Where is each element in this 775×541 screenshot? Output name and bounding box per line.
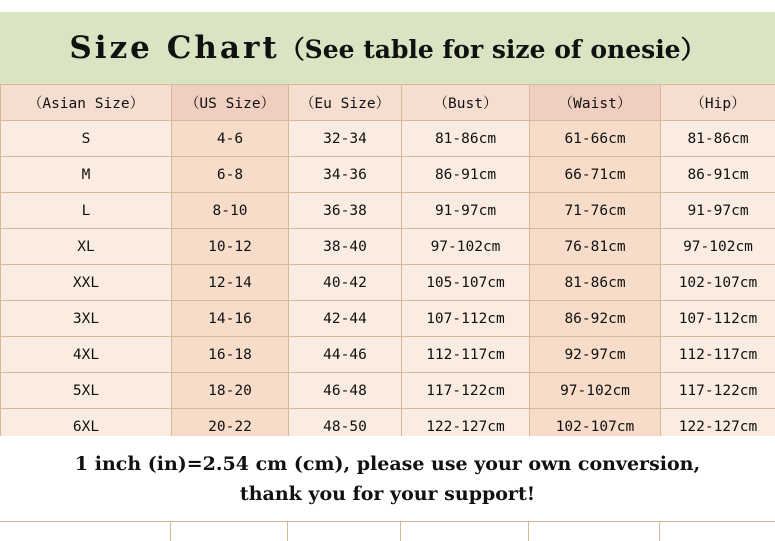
column-header-asian-size: （Asian Size） [1,85,172,121]
cell-hip: 107-112cm [661,301,775,337]
cell-eu-size: 38-40 [289,229,402,265]
cell-us-size: 18-20 [172,373,289,409]
table-row [1,193,775,229]
cell-eu-size: 34-36 [289,157,402,193]
conversion-note [0,436,775,521]
bottom-cell [401,522,529,541]
cell-bust: 81-86cm [402,121,530,157]
cell-eu-size: 44-46 [289,337,402,373]
cell-hip: 122-127cm [661,409,775,445]
chart-header-banner [0,12,775,84]
chart-title [69,30,705,66]
size-table [0,84,775,445]
table-row [1,373,775,409]
bottom-cell [660,522,775,541]
cell-asian-size: 3XL [1,301,172,337]
bottom-cell [529,522,660,541]
cell-hip: 91-97cm [661,193,775,229]
bottom-cell [171,522,288,541]
cell-hip: 112-117cm [661,337,775,373]
cell-us-size: 6-8 [172,157,289,193]
cell-waist: 92-97cm [530,337,661,373]
cell-eu-size: 48-50 [289,409,402,445]
size-table-body [1,121,775,445]
cell-hip: 97-102cm [661,229,775,265]
cell-asian-size: 4XL [1,337,172,373]
chart-title-main: Size Chart [69,30,280,66]
cell-asian-size: 6XL [1,409,172,445]
chart-title-sub: （See table for size of onesie） [279,35,706,64]
cell-waist: 86-92cm [530,301,661,337]
table-row [1,337,775,373]
cell-hip: 117-122cm [661,373,775,409]
cell-us-size: 8-10 [172,193,289,229]
column-header-us-size: （US Size） [172,85,289,121]
bottom-cell [0,522,171,541]
cell-eu-size: 46-48 [289,373,402,409]
table-row [1,301,775,337]
table-row [1,157,775,193]
size-table-header [1,85,775,121]
table-row [1,229,775,265]
cell-us-size: 16-18 [172,337,289,373]
cell-asian-size: L [1,193,172,229]
cell-bust: 86-91cm [402,157,530,193]
conversion-note-line-2: thank you for your support! [239,482,536,505]
cell-bust: 107-112cm [402,301,530,337]
column-header-hip: （Hip） [661,85,775,121]
cell-bust: 105-107cm [402,265,530,301]
cell-hip: 86-91cm [661,157,775,193]
cell-hip: 81-86cm [661,121,775,157]
cell-waist: 76-81cm [530,229,661,265]
cell-waist: 66-71cm [530,157,661,193]
cell-bust: 117-122cm [402,373,530,409]
cell-eu-size: 32-34 [289,121,402,157]
column-header-waist: （Waist） [530,85,661,121]
cell-waist: 97-102cm [530,373,661,409]
cell-asian-size: 5XL [1,373,172,409]
column-header-eu-size: （Eu Size） [289,85,402,121]
cell-us-size: 20-22 [172,409,289,445]
cell-eu-size: 40-42 [289,265,402,301]
cell-bust: 91-97cm [402,193,530,229]
table-header-row [1,85,775,121]
cell-us-size: 4-6 [172,121,289,157]
cell-bust: 112-117cm [402,337,530,373]
cell-waist: 102-107cm [530,409,661,445]
column-header-bust: （Bust） [402,85,530,121]
cell-waist: 81-86cm [530,265,661,301]
cell-us-size: 10-12 [172,229,289,265]
cell-us-size: 12-14 [172,265,289,301]
cell-asian-size: XXL [1,265,172,301]
cell-bust: 122-127cm [402,409,530,445]
conversion-note-line-1: 1 inch (in)=2.54 cm (cm), please use your own conversion, [74,452,701,475]
cell-waist: 61-66cm [530,121,661,157]
bottom-cell [288,522,401,541]
cell-asian-size: S [1,121,172,157]
table-row [1,265,775,301]
cell-asian-size: M [1,157,172,193]
cell-eu-size: 42-44 [289,301,402,337]
cell-asian-size: XL [1,229,172,265]
table-bottom-edge [0,521,775,541]
cell-waist: 71-76cm [530,193,661,229]
cell-us-size: 14-16 [172,301,289,337]
cell-hip: 102-107cm [661,265,775,301]
cell-eu-size: 36-38 [289,193,402,229]
cell-bust: 97-102cm [402,229,530,265]
table-row [1,121,775,157]
